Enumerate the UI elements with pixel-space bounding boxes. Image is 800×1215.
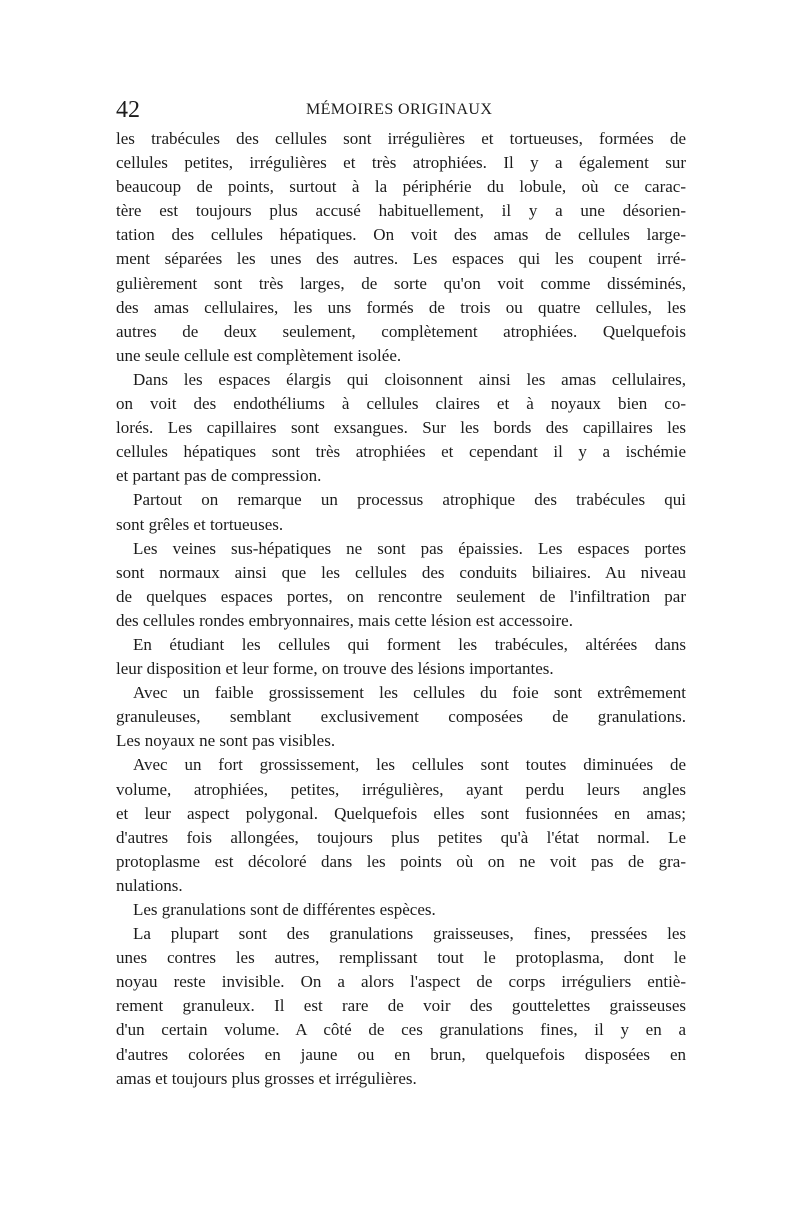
text-line: noyau reste invisible. On a alors l'aspect de corps irréguliers entiè-: [116, 972, 686, 992]
text-line: En étudiant les cellules qui forment les trabécules, altérées dans: [133, 634, 686, 654]
text-line: sont grêles et tortueuses.: [116, 514, 284, 534]
text-line: leur disposition et leur forme, on trouve des lésions importantes.: [116, 659, 554, 679]
running-title: MÉMOIRES ORIGINAUX: [306, 101, 493, 118]
text-line: unes contres les autres, remplissant tout le protoplasma, dont le: [116, 948, 686, 968]
text-line: nulations.: [116, 875, 183, 895]
text-line: des cellules rondes embryonnaires, mais cette lésion est accessoire.: [116, 610, 573, 630]
text-line: volume, atrophiées, petites, irrégulières, ayant perdu leurs angles: [116, 779, 686, 799]
text-line: Dans les espaces élargis qui cloisonnent ainsi les amas cellulaires,: [133, 369, 686, 389]
text-line: on voit des endothéliums à cellules claires et à noyaux bien co-: [116, 394, 686, 414]
page-number: 42: [116, 97, 140, 123]
text-line: d'un certain volume. A côté de ces granulations fines, il y en a: [116, 1020, 686, 1040]
text-line: lorés. Les capillaires sont exsangues. Sur les bords des capillaires les: [116, 418, 686, 438]
text-line: cellules petites, irrégulières et très atrophiées. Il y a également sur: [116, 153, 686, 173]
text-line: et leur aspect polygonal. Quelquefois elles sont fusionnées en amas;: [116, 803, 686, 823]
text-line: granuleuses, semblant exclusivement composées de granulations.: [116, 707, 686, 727]
text-line: ment séparées les unes des autres. Les espaces qui les coupent irré-: [116, 249, 686, 269]
text-line: La plupart sont des granulations graisseuses, fines, pressées les: [133, 924, 686, 944]
text-line: Partout on remarque un processus atrophique des trabécules qui: [133, 490, 686, 510]
text-line: Les granulations sont de différentes espèces.: [133, 900, 436, 919]
text-line: d'autres colorées en jaune ou en brun, quelquefois disposées en: [116, 1044, 686, 1064]
text-line: rement granuleux. Il est rare de voir des gouttelettes graisseuses: [116, 996, 686, 1016]
text-line: sont normaux ainsi que les cellules des conduits biliaires. Au niveau: [116, 562, 686, 582]
text-line: Avec un faible grossissement les cellules du foie sont extrêmement: [133, 683, 686, 703]
text-line: amas et toujours plus grosses et irrégulières.: [116, 1068, 417, 1088]
text-line: Les veines sus-hépatiques ne sont pas épaissies. Les espaces portes: [133, 538, 686, 558]
text-line: d'autres fois allongées, toujours plus petites qu'à l'état normal. Le: [116, 827, 686, 847]
text-line: de quelques espaces portes, on rencontre seulement de l'infiltration par: [116, 586, 686, 606]
text-line: et partant pas de compression.: [116, 466, 322, 486]
text-line: tère est toujours plus accusé habituellement, il y a une désorien-: [116, 201, 686, 221]
text-line: tation des cellules hépatiques. On voit des amas de cellules large-: [116, 225, 686, 245]
text-line: gulièrement sont très larges, de sorte qu'on voit comme disséminés,: [116, 273, 686, 293]
text-line: autres de deux seulement, complètement atrophiées. Quelquefois: [116, 321, 686, 341]
text-line: des amas cellulaires, les uns formés de trois ou quatre cellules, les: [116, 297, 686, 317]
text-line: les trabécules des cellules sont irrégulières et tortueuses, formées de: [116, 129, 686, 148]
text-line: beaucoup de points, surtout à la périphérie du lobule, où ce carac-: [116, 177, 686, 197]
text-line: protoplasme est décoloré dans les points où on ne voit pas de gra-: [116, 851, 686, 871]
text-line: Avec un fort grossissement, les cellules sont toutes diminuées de: [133, 755, 686, 775]
text-line: cellules hépatiques sont très atrophiées et cependant il y a ischémie: [116, 442, 686, 462]
running-head: [116, 96, 686, 126]
body-text: [116, 127, 686, 1091]
text-line: Les noyaux ne sont pas visibles.: [116, 731, 336, 751]
text-line: une seule cellule est complètement isolée.: [116, 345, 402, 365]
